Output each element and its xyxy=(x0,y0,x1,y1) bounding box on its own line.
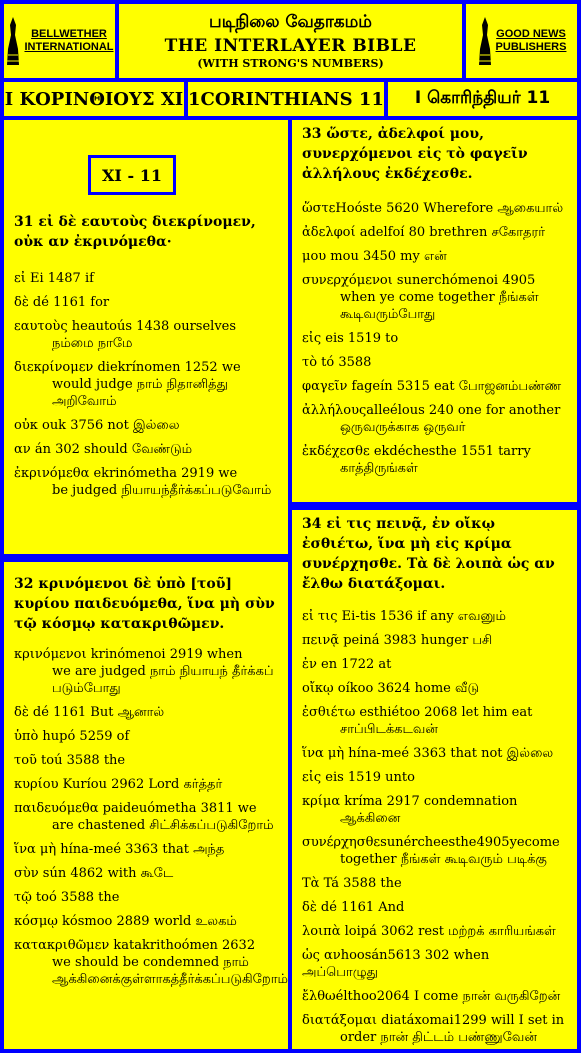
word-row-main: διατάξομαι diatáxomai1299 will I set in xyxy=(302,1013,565,1028)
word-row xyxy=(14,841,278,858)
title-main: THE INTERLAYER BIBLE xyxy=(164,36,417,56)
word-row xyxy=(14,417,278,434)
word-row xyxy=(14,359,278,410)
word-row-continuation: when ye come together நீங்கள் கூடிவரும்போது xyxy=(340,290,539,322)
word-row xyxy=(14,465,278,499)
verse-32-words xyxy=(14,646,288,988)
word-row xyxy=(302,834,567,868)
title-tamil: படிநிலை வேதாகமம் xyxy=(209,12,372,32)
verse-31-greek: 31 εἰ δὲ εαυτοὺς διεκρίνομεν, οὐκ αν ἐκρινόμεθα· xyxy=(14,214,256,250)
word-row xyxy=(302,769,567,786)
word-row xyxy=(14,728,278,745)
word-row-main: ἵνα μὴ hína-meé 3363 that not இல்லை xyxy=(302,746,554,761)
word-row-main: εαυτοὺς heautoús 1438 ourselves xyxy=(14,319,237,334)
word-row-main: εἰς eis 1519 unto xyxy=(302,770,415,785)
word-row xyxy=(14,318,278,352)
word-row xyxy=(14,800,278,834)
word-row-continuation: order நான் திட்டம் பண்ணுவேன் xyxy=(340,1030,537,1045)
word-row-main: ἐσθιέτω esthiétoo 2068 let him eat xyxy=(302,705,533,720)
word-row-main: δὲ dé 1161 And xyxy=(302,900,405,915)
panel-verse-33 xyxy=(292,120,577,502)
word-row-continuation: நம்மை நாமே xyxy=(52,336,133,351)
chapter-label xyxy=(88,155,176,195)
good-news-logo-icon xyxy=(477,15,493,67)
word-row xyxy=(302,443,567,477)
word-row-main: τῷ toó 3588 the xyxy=(14,890,120,905)
word-row xyxy=(14,889,278,906)
verse-34-words xyxy=(302,608,567,1046)
word-row xyxy=(14,937,288,988)
word-row-main: Τὰ Tá 3588 the xyxy=(302,876,402,891)
panel-verse-34 xyxy=(292,510,577,1049)
word-row-continuation: would judge நாம் நிதானித்து அறிவோம் xyxy=(52,377,228,409)
word-row-continuation: are chastened சிட்சிக்கப்படுகிறோம் xyxy=(52,818,274,833)
word-row-main: λοιπὰ loipá 3062 rest மற்றக் காரியங்கள் xyxy=(302,924,556,939)
word-row-continuation: ஆக்கினை xyxy=(340,811,401,826)
word-row xyxy=(302,354,567,371)
word-row-main: αν án 302 should வேண்டும் xyxy=(14,442,193,457)
logo-right xyxy=(466,4,577,78)
word-row-main: εἰ τις Ei-tis 1536 if any எவனும் xyxy=(302,609,506,624)
word-row xyxy=(302,656,567,673)
header-english xyxy=(188,82,384,116)
word-row-main: φαγεῖν fageín 5315 eat போஜனம்பண்ண xyxy=(302,379,562,394)
word-row-main: οἴκῳ oíkoo 3624 home வீடு xyxy=(302,681,480,696)
word-row-continuation: together நீங்கள் கூடிவரும் படிக்கு xyxy=(340,852,547,867)
header-greek xyxy=(4,82,184,116)
word-row xyxy=(302,988,567,1005)
word-row-continuation: சாப்பிடக்கடவன் xyxy=(340,722,438,737)
verse-34-greek: 34 εἰ τις πεινᾷ, ἐν οἴκῳ ἐσθιέτω, ἵνα μὴ εἰς κρίμα συνέρχησθε. Τὰ δὲ λοιπὰ ὡς αν ἔλθω διατάξομαι. xyxy=(302,516,555,592)
word-row-main: ἐκρινόμεθα ekrinómetha 2919 we xyxy=(14,466,238,481)
word-row-continuation: be judged நியாயந்தீர்க்கப்படுவோம் xyxy=(52,483,272,498)
word-row xyxy=(302,608,567,625)
word-row-main: ἐν en 1722 at xyxy=(302,657,392,672)
word-row-main: παιδευόμεθα paideuómetha 3811 we xyxy=(14,801,257,816)
header-tamil-text: I கொரிந்தியர் 11 xyxy=(414,88,551,108)
bellwether-logo-icon xyxy=(5,15,21,67)
word-row xyxy=(302,704,567,738)
word-row-main: διεκρίνομεν diekrínomen 1252 we xyxy=(14,360,241,375)
word-row-main: συνέρχησθεsunércheesthe4905yecome xyxy=(302,835,560,850)
word-row xyxy=(14,704,278,721)
word-row-main: συνερχόμενοι sunerchómenoi 4905 xyxy=(302,273,536,288)
word-row xyxy=(302,632,567,649)
word-row-continuation: we are judged நாம் நியாயந் தீர்க்கப் படும்போது xyxy=(52,664,274,696)
word-row-main: κρινόμενοι krinómenoi 2919 when xyxy=(14,647,243,662)
logo-left-line1: BELLWETHER xyxy=(31,28,107,40)
header-tamil xyxy=(388,82,577,116)
word-row-main: εἰ Ei 1487 if xyxy=(14,271,94,286)
word-row-main: τοῦ toú 3588 the xyxy=(14,753,126,768)
word-row xyxy=(302,272,567,323)
word-row xyxy=(302,923,567,940)
word-row-main: ἐκδέχεσθε ekdéchesthe 1551 tarry xyxy=(302,444,531,459)
word-row-continuation: ஒருவருக்காக ஒருவர் xyxy=(340,420,466,435)
verse-32-greek: 32 κρινόμενοι δὲ ὑπὸ [τοῦ] κυρίου παιδευόμεθα, ἵνα μὴ σὺν τῷ κόσμῳ κατακριθῶμεν. xyxy=(14,576,275,632)
word-row-main: ὑπὸ hupó 5259 of xyxy=(14,729,130,744)
word-row xyxy=(302,745,567,762)
word-row-main: δὲ dé 1161 for xyxy=(14,295,110,310)
logo-right-line1: GOOD NEWS xyxy=(496,28,566,40)
word-row xyxy=(302,378,567,395)
title-box xyxy=(119,4,462,78)
word-row xyxy=(14,752,278,769)
word-row-main: σὺν sún 4862 with கூடே xyxy=(14,866,174,881)
verse-33-greek: 33 ὥστε, ἀδελφοί μου, συνερχόμενοι εἰς τὸ φαγεῖν ἀλλήλους ἐκδέχεσθε. xyxy=(302,126,528,182)
word-row xyxy=(14,294,278,311)
word-row-main: ἀδελφοί adelfoí 80 brethren சகோதரர் xyxy=(302,225,546,240)
word-row xyxy=(302,1012,567,1046)
word-row xyxy=(14,646,278,697)
word-row xyxy=(302,680,567,697)
word-row-main: μου mou 3450 my என் xyxy=(302,249,447,264)
chapter-label-text: XI - 11 xyxy=(102,165,162,185)
title-sub: (WITH STRONG'S NUMBERS) xyxy=(197,57,384,70)
word-row xyxy=(14,270,278,287)
word-row xyxy=(302,330,567,347)
word-row xyxy=(302,402,567,436)
word-row-main: κόσμῳ kósmoo 2889 world உலகம் xyxy=(14,914,237,929)
word-row-main: δὲ dé 1161 But ஆனால் xyxy=(14,705,165,720)
word-row xyxy=(14,865,278,882)
word-row xyxy=(14,913,278,930)
word-row xyxy=(302,793,567,827)
word-row xyxy=(14,441,278,458)
word-row-main: εἰς eis 1519 to xyxy=(302,331,399,346)
word-row-main: κρίμα kríma 2917 condemnation xyxy=(302,794,518,809)
logo-right-line2: PUBLISHERS xyxy=(495,41,567,53)
word-row xyxy=(302,200,567,217)
header-greek-text: Ι ΚΟΡΙΝΘΙΟΥΣ ΧΙ xyxy=(4,88,184,110)
word-row-main: κατακριθῶμεν katakrithoómen 2632 xyxy=(14,938,256,953)
word-row-main: ὡς ανhoosán5613 302 when அப்பொழுது xyxy=(302,948,490,980)
word-row-main: ὥστεHoóste 5620 Wherefore ஆகையால் xyxy=(302,201,564,216)
word-row-continuation: we should be condemned நாம் ஆக்கினைக்குள்ளாகத்தீர்க்கப்படுகிறோம் xyxy=(52,955,288,987)
word-row-main: κυρίου Kuríou 2962 Lord கர்த்தர் xyxy=(14,777,223,792)
word-row-main: ἔλθωélthoo2064 I come நான் வருகிறேன் xyxy=(302,989,561,1004)
word-row-main: τὸ tó 3588 xyxy=(302,355,372,370)
logo-left xyxy=(4,4,115,78)
word-row xyxy=(302,899,567,916)
word-row-main: ἀλλήλουςalleélous 240 one for another xyxy=(302,403,561,418)
word-row-main: πεινᾷ peiná 3983 hunger பசி xyxy=(302,633,493,648)
word-row xyxy=(302,947,567,981)
verse-33-words xyxy=(302,200,567,477)
verse-31-words xyxy=(14,270,278,499)
word-row xyxy=(302,875,567,892)
word-row-main: ἵνα μὴ hína-meé 3363 that அந்த xyxy=(14,842,225,857)
logo-left-line2: INTERNATIONAL xyxy=(24,41,114,53)
header-english-text: 1CORINTHIANS 11 xyxy=(188,88,384,110)
panel-verse-32 xyxy=(4,562,288,1049)
word-row-continuation: காத்திருங்கள் xyxy=(340,461,418,476)
word-row-main: οὐκ ouk 3756 not இல்லை xyxy=(14,418,180,433)
word-row xyxy=(302,248,567,265)
word-row xyxy=(302,224,567,241)
word-row xyxy=(14,776,278,793)
